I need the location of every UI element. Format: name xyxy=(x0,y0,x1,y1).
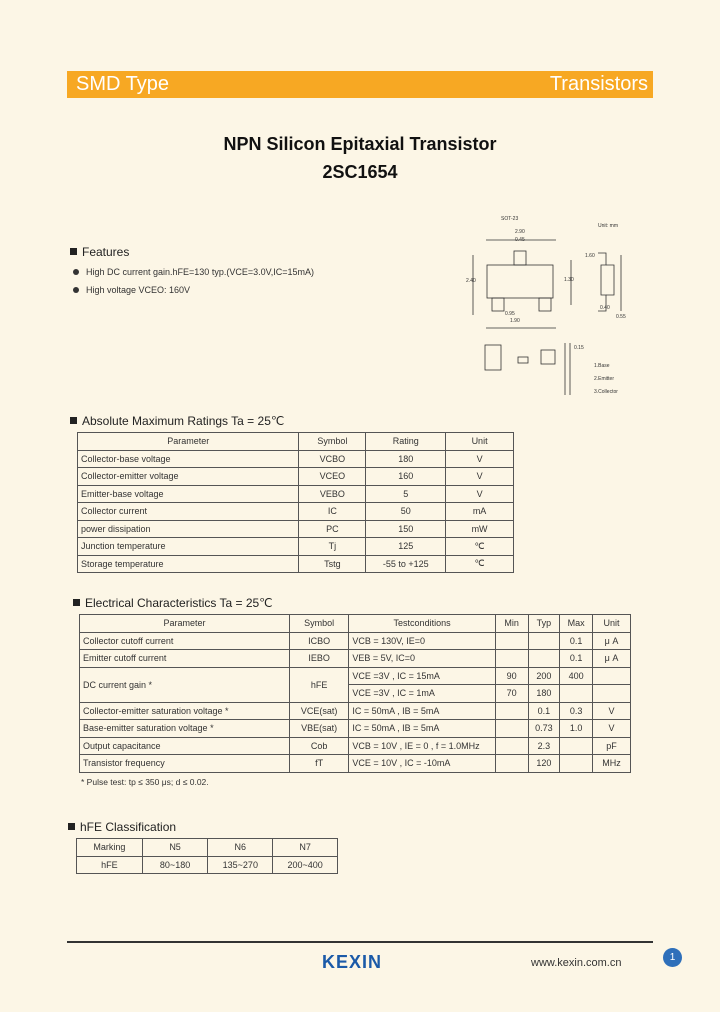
table-cell: 0.73 xyxy=(528,720,560,738)
dim-label: 0.55 xyxy=(616,314,626,320)
table-cell: 90 xyxy=(495,667,528,685)
table-cell: VEB = 5V, IC=0 xyxy=(349,650,495,668)
table-cell: V xyxy=(446,450,514,468)
table-cell: Tj xyxy=(299,538,366,556)
kexin-logo: KEXIN xyxy=(322,952,383,972)
table-cell: MHz xyxy=(593,755,631,773)
pin-label: 2.Emitter xyxy=(594,376,615,382)
table-cell: V xyxy=(446,485,514,503)
table-cell: power dissipation xyxy=(78,520,299,538)
table-row xyxy=(78,468,514,486)
table-cell: VCE(sat) xyxy=(289,702,348,720)
table-row xyxy=(78,538,514,556)
table-header-cell: Parameter xyxy=(78,433,299,451)
table-cell: Collector cutoff current xyxy=(80,632,290,650)
table-cell: V xyxy=(593,702,631,720)
table-header-cell: Unit xyxy=(446,433,514,451)
elec-heading: Electrical Characteristics Ta = 25℃ xyxy=(73,596,273,610)
table-row xyxy=(77,839,338,857)
table-row xyxy=(80,720,631,738)
table-cell: 180 xyxy=(528,685,560,703)
table-row xyxy=(78,433,514,451)
table-cell: VCB = 130V, IE=0 xyxy=(349,632,495,650)
bullet-icon xyxy=(73,269,79,275)
table-cell: 160 xyxy=(366,468,446,486)
package-unit: Unit: mm xyxy=(598,223,618,229)
table-cell: mW xyxy=(446,520,514,538)
table-row xyxy=(78,503,514,521)
footer-url[interactable]: www.kexin.com.cn xyxy=(531,957,622,969)
table-cell: PC xyxy=(299,520,366,538)
part-number: 2SC1654 xyxy=(322,162,398,182)
table-cell: hFE xyxy=(77,856,143,874)
table-cell: 200 xyxy=(528,667,560,685)
pulse-note: * Pulse test: tp ≤ 350 μs; d ≤ 0.02. xyxy=(81,777,209,787)
table-cell: 1.0 xyxy=(560,720,593,738)
table-cell xyxy=(560,737,593,755)
dim-label: 1.30 xyxy=(564,277,574,283)
table-cell: μ A xyxy=(593,650,631,668)
dim-label: 0.45 xyxy=(515,237,525,243)
header-left: SMD Type xyxy=(76,73,169,95)
abs-max-table xyxy=(77,432,514,573)
pin-label: 1.Base xyxy=(594,363,610,369)
bullet-icon xyxy=(73,287,79,293)
table-cell xyxy=(593,685,631,703)
table-cell: IC xyxy=(299,503,366,521)
table-cell xyxy=(528,632,560,650)
page-title: NPN Silicon Epitaxial Transistor xyxy=(223,134,497,154)
table-cell: ℃ xyxy=(446,555,514,573)
header-banner xyxy=(67,71,653,98)
table-cell xyxy=(528,650,560,668)
table-cell: Transistor frequency xyxy=(80,755,290,773)
table-cell: IEBO xyxy=(289,650,348,668)
table-cell: IC = 50mA , IB = 5mA xyxy=(349,702,495,720)
table-cell xyxy=(495,720,528,738)
table-cell: 125 xyxy=(366,538,446,556)
sot23-outline-drawing xyxy=(468,215,658,405)
table-cell: N6 xyxy=(208,839,273,857)
table-cell: Base-emitter saturation voltage * xyxy=(80,720,290,738)
footer-rule xyxy=(67,941,653,943)
table-header-cell: Testconditions xyxy=(349,615,495,633)
table-cell: Tstg xyxy=(299,555,366,573)
table-header-cell: Parameter xyxy=(80,615,290,633)
table-cell: Junction temperature xyxy=(78,538,299,556)
table-cell: Output capacitance xyxy=(80,737,290,755)
dim-label: 0.40 xyxy=(600,305,610,311)
table-row xyxy=(80,755,631,773)
package-drawing xyxy=(468,215,658,405)
square-bullet-icon xyxy=(70,417,77,424)
table-cell: 400 xyxy=(560,667,593,685)
table-cell: Marking xyxy=(77,839,143,857)
table-cell: VCB = 10V , IE = 0 , f = 1.0MHz xyxy=(349,737,495,755)
table-cell: mA xyxy=(446,503,514,521)
table-cell: 0.1 xyxy=(528,702,560,720)
dim-label: 0.15 xyxy=(574,345,584,351)
table-cell: 0.1 xyxy=(560,632,593,650)
table-cell: VEBO xyxy=(299,485,366,503)
table-cell: 2.3 xyxy=(528,737,560,755)
table-row xyxy=(78,485,514,503)
feature-item: High DC current gain.hFE=130 typ.(VCE=3.0V,IC=15mA) xyxy=(73,267,314,277)
table-header-cell: Min xyxy=(495,615,528,633)
table-cell: VCE = 10V , IC = -10mA xyxy=(349,755,495,773)
table-cell: ICBO xyxy=(289,632,348,650)
table-row xyxy=(77,856,338,874)
table-cell: pF xyxy=(593,737,631,755)
table-cell xyxy=(560,685,593,703)
table-cell: V xyxy=(593,720,631,738)
table-cell: 0.1 xyxy=(560,650,593,668)
dim-label: 1.90 xyxy=(510,318,520,324)
table-cell xyxy=(560,755,593,773)
dim-label: 2.90 xyxy=(515,229,525,235)
table-cell: N7 xyxy=(273,839,338,857)
table-cell: IC = 50mA , IB = 5mA xyxy=(349,720,495,738)
table-cell: VBE(sat) xyxy=(289,720,348,738)
table-row xyxy=(78,520,514,538)
table-cell: Collector-base voltage xyxy=(78,450,299,468)
table-row xyxy=(78,555,514,573)
table-cell: -55 to +125 xyxy=(366,555,446,573)
table-cell: Collector current xyxy=(78,503,299,521)
table-cell: 150 xyxy=(366,520,446,538)
pin-label: 3.Collector xyxy=(594,389,618,395)
table-header-cell: Rating xyxy=(366,433,446,451)
table-cell: V xyxy=(446,468,514,486)
table-cell: μ A xyxy=(593,632,631,650)
table-cell: 135~270 xyxy=(208,856,273,874)
elec-table xyxy=(79,614,631,773)
table-cell: hFE xyxy=(289,667,348,702)
table-cell: 120 xyxy=(528,755,560,773)
table-row xyxy=(80,632,631,650)
square-bullet-icon xyxy=(73,599,80,606)
table-cell xyxy=(495,755,528,773)
table-cell: DC current gain * xyxy=(80,667,290,702)
table-cell: N5 xyxy=(142,839,208,857)
square-bullet-icon xyxy=(70,248,77,255)
table-cell: VCE =3V , IC = 1mA xyxy=(349,685,495,703)
table-cell: 180 xyxy=(366,450,446,468)
table-cell: Emitter-base voltage xyxy=(78,485,299,503)
table-cell: VCE =3V , IC = 15mA xyxy=(349,667,495,685)
table-header-cell: Max xyxy=(560,615,593,633)
table-cell xyxy=(495,737,528,755)
table-cell: Collector-emitter voltage xyxy=(78,468,299,486)
hfe-heading: hFE Classification xyxy=(68,820,176,834)
table-cell: 200~400 xyxy=(273,856,338,874)
table-cell: 0.3 xyxy=(560,702,593,720)
table-cell xyxy=(495,632,528,650)
table-row xyxy=(80,615,631,633)
table-cell: 5 xyxy=(366,485,446,503)
feature-item: High voltage VCEO: 160V xyxy=(73,285,190,295)
table-cell: Emitter cutoff current xyxy=(80,650,290,668)
table-header-cell: Typ xyxy=(528,615,560,633)
table-row xyxy=(78,450,514,468)
table-cell: VCEO xyxy=(299,468,366,486)
table-header-cell: Symbol xyxy=(299,433,366,451)
page-number: 1 xyxy=(663,948,682,967)
table-cell: 80~180 xyxy=(142,856,208,874)
package-name: SOT-23 xyxy=(501,216,519,222)
table-cell: Storage temperature xyxy=(78,555,299,573)
table-row xyxy=(80,667,631,685)
table-cell: Cob xyxy=(289,737,348,755)
table-cell: Collector-emitter saturation voltage * xyxy=(80,702,290,720)
features-heading: Features xyxy=(70,245,129,259)
table-cell xyxy=(593,667,631,685)
table-row xyxy=(80,650,631,668)
header-right: Transistors xyxy=(549,73,648,95)
table-cell: 70 xyxy=(495,685,528,703)
table-cell: ℃ xyxy=(446,538,514,556)
table-header-cell: Symbol xyxy=(289,615,348,633)
table-row xyxy=(80,737,631,755)
square-bullet-icon xyxy=(68,823,75,830)
table-cell: 50 xyxy=(366,503,446,521)
table-cell xyxy=(495,702,528,720)
abs-max-heading: Absolute Maximum Ratings Ta = 25℃ xyxy=(70,414,284,428)
table-cell: VCBO xyxy=(299,450,366,468)
hfe-table xyxy=(76,838,338,874)
dim-label: 0.95 xyxy=(505,311,515,317)
table-cell xyxy=(495,650,528,668)
table-cell: fT xyxy=(289,755,348,773)
table-header-cell: Unit xyxy=(593,615,631,633)
dim-label: 2.40 xyxy=(466,278,476,284)
dim-label: 1.60 xyxy=(585,253,595,259)
table-row xyxy=(80,702,631,720)
